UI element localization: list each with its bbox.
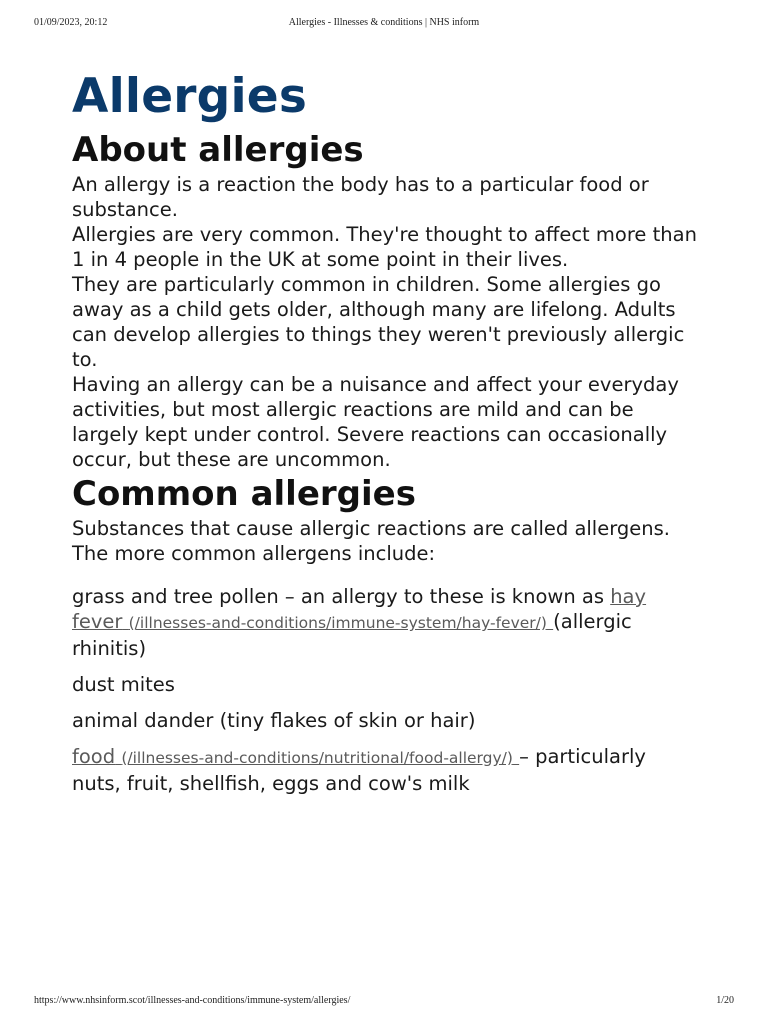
hay-fever-link-url: (/illnesses-and-conditions/immune-system/hay-fever/)	[128, 614, 547, 632]
list-item-food	[72, 744, 700, 796]
about-heading: About allergies	[72, 130, 364, 170]
hay-fever-link-text: hay fever	[72, 585, 647, 633]
article-content	[72, 66, 700, 796]
about-paragraph-1: An allergy is a reaction the body has to a particular food or substance.	[72, 173, 649, 221]
food-link-text: food	[72, 745, 116, 768]
page-title: Allergies	[72, 69, 308, 124]
print-datetime: 01/09/2023, 20:12	[34, 17, 108, 28]
list-item-animal-dander: animal dander (tiny flakes of skin or hair)	[72, 709, 476, 732]
food-link-url: (/illnesses-and-conditions/nutritional/food-allergy/)	[121, 749, 513, 767]
print-footer	[34, 995, 734, 1009]
print-page-url: https://www.nhsinform.scot/illnesses-and-conditions/immune-system/allergies/	[34, 995, 351, 1006]
print-page-number: 1/20	[716, 995, 734, 1006]
food-after-text: – particularly nuts, fruit, shellfish, eggs and cow's milk	[72, 745, 646, 795]
about-paragraph-3: They are particularly common in children. Some allergies go away as a child gets older, although many are lifelong. Adults can develop allergies to things they weren't previously allergic to.	[72, 273, 685, 371]
print-header	[34, 17, 734, 31]
common-allergies-heading: Common allergies	[72, 474, 416, 514]
pollen-text: grass and tree pollen – an allergy to these is known as	[72, 585, 611, 608]
common-allergies-intro: Substances that cause allergic reactions are called allergens. The more common allergens include:	[72, 517, 670, 565]
pollen-after-text: (allergic rhinitis)	[72, 610, 632, 660]
list-item-dust-mites: dust mites	[72, 673, 175, 696]
allergen-list	[72, 584, 700, 796]
food-link[interactable]	[72, 745, 519, 768]
about-paragraph-4: Having an allergy can be a nuisance and affect your everyday activities, but most allergic reactions are mild and can be largely kept under control. Severe reactions can occasionally occur, but these are uncommon.	[72, 373, 679, 471]
list-item-pollen	[72, 584, 700, 661]
print-document-title: Allergies - Illnesses & conditions | NHS inform	[288, 17, 480, 28]
about-paragraph-2: Allergies are very common. They're thought to affect more than 1 in 4 people in the UK at some point in their lives.	[72, 223, 697, 271]
